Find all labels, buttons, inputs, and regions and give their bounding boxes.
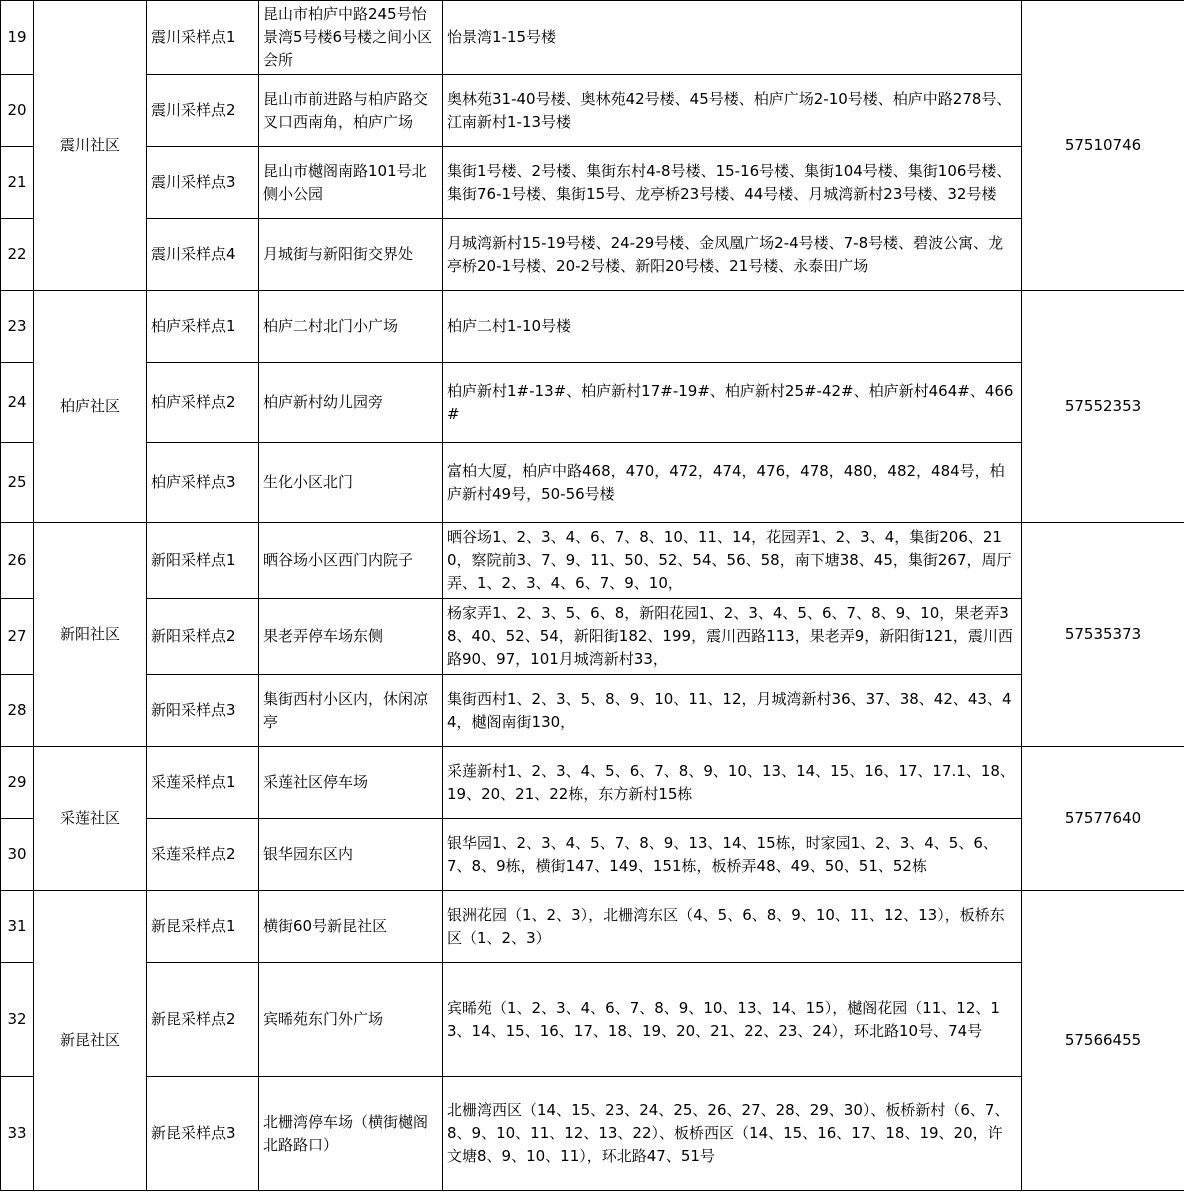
community-name: 新阳社区 [34,523,147,747]
row-number: 26 [1,523,34,599]
sampling-point-name: 震川采样点1 [147,1,259,75]
sampling-point-name: 新昆采样点2 [147,963,259,1077]
table-row [1,819,1184,891]
table-row [1,363,1184,443]
row-number: 33 [1,1077,34,1191]
sampling-location: 银华园东区内 [259,819,443,891]
community-name: 柏庐社区 [34,291,147,523]
row-number: 22 [1,219,34,291]
sampling-location: 昆山市前进路与柏庐路交叉口西南角，柏庐广场 [259,75,443,147]
coverage-area: 怡景湾1-15号楼 [443,1,1022,75]
sampling-location: 昆山市柏庐中路245号怡景湾5号楼6号楼之间小区会所 [259,1,443,75]
table-row [1,963,1184,1077]
sampling-location: 月城街与新阳街交界处 [259,219,443,291]
contact-phone: 57566455 [1022,891,1184,1191]
sampling-location: 采莲社区停车场 [259,747,443,819]
sampling-point-name: 新昆采样点3 [147,1077,259,1191]
sampling-point-name: 柏庐采样点1 [147,291,259,363]
coverage-area: 宾晞苑（1、2、3、4、6、7、8、9、10、13、14、15），樾阁花园（11、12、13、14、15、16、17、18、19、20、21、22、23、24），环北路10号、74号 [443,963,1022,1077]
sampling-location: 宾晞苑东门外广场 [259,963,443,1077]
sampling-location: 柏庐新村幼儿园旁 [259,363,443,443]
coverage-area: 柏庐新村1#-13#、柏庐新村17#-19#、柏庐新村25#-42#、柏庐新村464#、466# [443,363,1022,443]
sampling-point-name: 震川采样点4 [147,219,259,291]
row-number: 24 [1,363,34,443]
coverage-area: 杨家弄1、2、3、5、6、8，新阳花园1、2、3、4、5、6、7、8、9、10，果老弄38、40、52、54，新阳街182、199，震川西路113，果老弄9，新阳街121，震川西路90、97，101月城湾新村33， [443,599,1022,675]
sampling-location: 北栅湾停车场（横街樾阁北路路口） [259,1077,443,1191]
table-row [1,599,1184,675]
sampling-location: 生化小区北门 [259,443,443,523]
sampling-point-name: 采莲采样点1 [147,747,259,819]
community-name: 采莲社区 [34,747,147,891]
contact-phone: 57552353 [1022,291,1184,523]
row-number: 28 [1,675,34,747]
table-row [1,219,1184,291]
sampling-point-name: 新昆采样点1 [147,891,259,963]
table-row [1,291,1184,363]
coverage-area: 银洲花园（1、2、3），北栅湾东区（4、5、6、8、9、10、11、12、13），板桥东区（1、2、3） [443,891,1022,963]
row-number: 29 [1,747,34,819]
coverage-area: 奥林苑31-40号楼、奥林苑42号楼、45号楼、柏庐广场2-10号楼、柏庐中路278号、江南新村1-13号楼 [443,75,1022,147]
sampling-point-name: 震川采样点3 [147,147,259,219]
community-name: 新昆社区 [34,891,147,1191]
table-row [1,147,1184,219]
sampling-location: 果老弄停车场东侧 [259,599,443,675]
row-number: 32 [1,963,34,1077]
sampling-location: 昆山市樾阁南路101号北侧小公园 [259,147,443,219]
community-name: 震川社区 [34,1,147,291]
coverage-area: 采莲新村1、2、3、4、5、6、7、8、9、10、13、14、15、16、17、17.1、18、19、20、21、22栋，东方新村15栋 [443,747,1022,819]
sampling-point-name: 震川采样点2 [147,75,259,147]
sampling-point-name: 采莲采样点2 [147,819,259,891]
sampling-point-name: 柏庐采样点3 [147,443,259,523]
coverage-area: 晒谷场1、2、3、4、6、7、8、10、11、14，花园弄1、2、3、4，集街206、210，察院前3、7、9、11、50、52、54、56、58，南下塘38、45，集街267，周厅弄、1、2、3、4、6、7、9、10， [443,523,1022,599]
contact-phone: 57510746 [1022,1,1184,291]
row-number: 27 [1,599,34,675]
table-body [1,1,1184,1191]
row-number: 19 [1,1,34,75]
row-number: 20 [1,75,34,147]
sampling-location: 集街西村小区内，休闲凉亭 [259,675,443,747]
coverage-area: 富柏大厦，柏庐中路468，470，472，474，476，478，480，482，484号，柏庐新村49号，50-56号楼 [443,443,1022,523]
sampling-point-name: 新阳采样点2 [147,599,259,675]
table-row [1,1,1184,75]
coverage-area: 银华园1、2、3、4、5、7、8、9、13、14、15栋，时家园1、2、3、4、5、6、7、8、9栋，横街147、149、151栋，板桥弄48、49、50、51、52栋 [443,819,1022,891]
row-number: 23 [1,291,34,363]
sampling-location: 横街60号新昆社区 [259,891,443,963]
coverage-area: 集街西村1、2、3、5、8、9、10、11、12，月城湾新村36、37、38、42、43、44，樾阁南街130， [443,675,1022,747]
row-number: 25 [1,443,34,523]
table-row [1,891,1184,963]
coverage-area: 北栅湾西区（14、15、23、24、25、26、27、28、29、30）、板桥新村（6、7、8、9、10、11、12、13、22）、板桥西区（14、15、16、17、18、19、20，许文塘8、9、10、11），环北路47、51号 [443,1077,1022,1191]
table-row [1,523,1184,599]
sampling-point-name: 柏庐采样点2 [147,363,259,443]
sampling-location: 晒谷场小区西门内院子 [259,523,443,599]
row-number: 30 [1,819,34,891]
table-row [1,75,1184,147]
table-row [1,675,1184,747]
sampling-point-name: 新阳采样点3 [147,675,259,747]
sampling-location: 柏庐二村北门小广场 [259,291,443,363]
row-number: 31 [1,891,34,963]
sampling-point-name: 新阳采样点1 [147,523,259,599]
table-row [1,747,1184,819]
coverage-area: 集街1号楼、2号楼、集街东村4-8号楼、15-16号楼、集街104号楼、集街106号楼、集街76-1号楼、集街15号、龙亭桥23号楼、44号楼、月城湾新村23号楼、32号楼 [443,147,1022,219]
contact-phone: 57535373 [1022,523,1184,747]
table-row [1,1077,1184,1191]
coverage-area: 柏庐二村1-10号楼 [443,291,1022,363]
row-number: 21 [1,147,34,219]
contact-phone: 57577640 [1022,747,1184,891]
table-row [1,443,1184,523]
coverage-area: 月城湾新村15-19号楼、24-29号楼、金凤凰广场2-4号楼、7-8号楼、碧波公寓、龙亭桥20-1号楼、20-2号楼、新阳20号楼、21号楼、永泰田广场 [443,219,1022,291]
